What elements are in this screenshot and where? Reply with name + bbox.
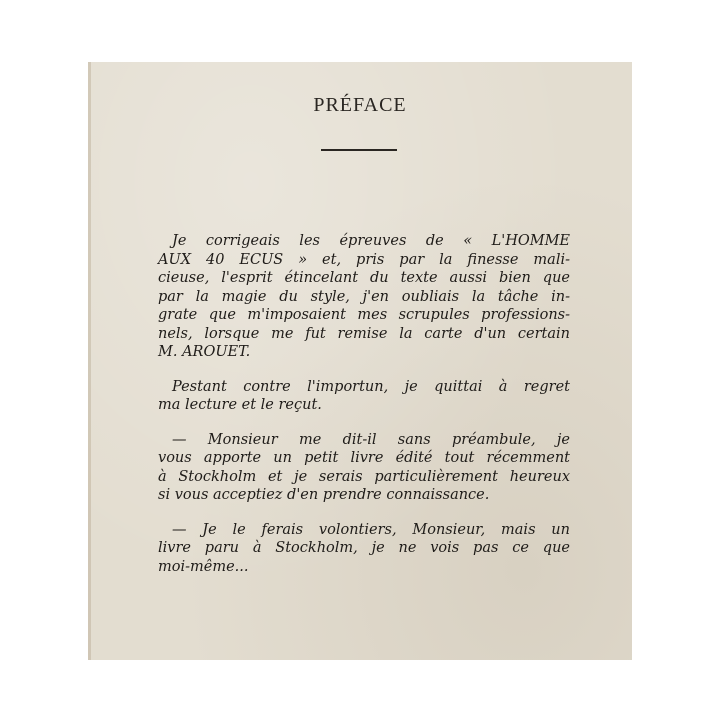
text-line: — Monsieur me dit-il sans préambule, je xyxy=(172,431,570,448)
text-line: livre paru à Stockholm, je ne vois pas ce que xyxy=(158,540,570,556)
text-line: si vous acceptiez d'en prendre connaissance. xyxy=(158,487,490,503)
paragraph-3 xyxy=(158,431,570,505)
book-page xyxy=(88,62,632,660)
text-line: M. AROUET. xyxy=(158,344,251,360)
page-title: PRÉFACE xyxy=(313,94,407,116)
paragraph-2 xyxy=(158,378,570,415)
text-line: Je corrigeais les épreuves de « L'HOMME xyxy=(172,233,570,249)
text-line: AUX 40 ECUS » et, pris par la finesse mali- xyxy=(158,251,570,268)
text-line: vous apporte un petit livre édité tout récemment xyxy=(158,450,570,466)
title-rule xyxy=(321,149,397,151)
paragraph-1 xyxy=(158,232,570,362)
text-line: moi-même... xyxy=(158,558,249,575)
text-line: nels, lorsque me fut remise la carte d'un certain xyxy=(158,325,570,342)
paragraph-4 xyxy=(158,521,570,577)
text-line: cieuse, l'esprit étincelant du texte aussi bien que xyxy=(158,270,570,286)
text-line: grate que m'imposaient mes scrupules professions- xyxy=(158,307,570,323)
text-line: Pestant contre l'importun, je quittai à regret xyxy=(172,378,570,395)
page-edge xyxy=(88,62,91,660)
text-line: ma lecture et le reçut. xyxy=(158,397,322,413)
text-line: par la magie du style, j'en oubliais la tâche in- xyxy=(158,288,570,305)
body-text xyxy=(158,232,570,592)
text-line: — Je le ferais volontiers, Monsieur, mais un xyxy=(172,521,570,538)
text-line: à Stockholm et je serais particulièrement heureux xyxy=(158,468,570,485)
